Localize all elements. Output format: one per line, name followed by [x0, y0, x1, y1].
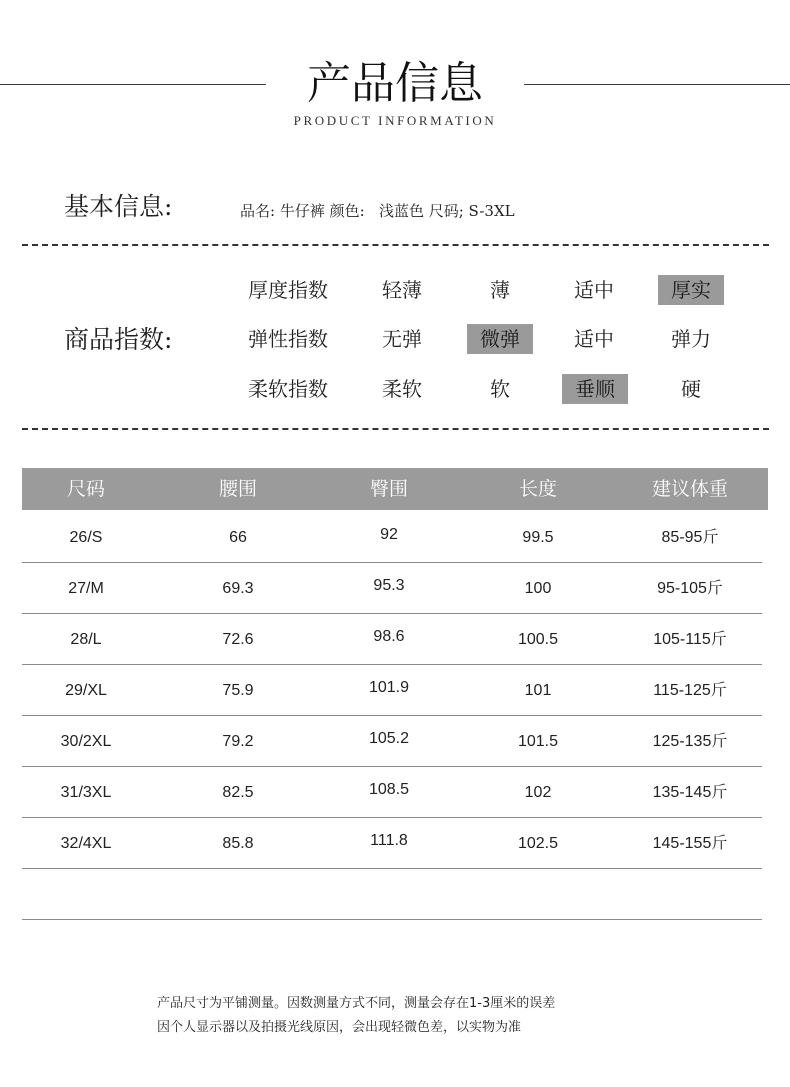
- cell-waist: 82.5: [222, 784, 254, 801]
- cell-hip: 92: [380, 526, 398, 543]
- index-option-selected: 微弹: [467, 324, 533, 354]
- cell-length: 101.5: [517, 733, 559, 750]
- table-row: [22, 666, 762, 716]
- cell-length: 102.5: [517, 835, 559, 852]
- cell-hip: 95.3: [373, 577, 405, 594]
- cell-waist: 66: [229, 529, 247, 546]
- note-color-difference: 因个人显示器以及拍摄光线原因，会出现轻微色差，以实物为准: [157, 1020, 522, 1035]
- column-header-size: 尺码: [66, 478, 105, 500]
- note-measurement: 产品尺寸为平铺测量。因数测量方式不同，测量会存在1-3厘米的误差: [157, 996, 556, 1011]
- divider-bottom: [22, 428, 769, 430]
- cell-hip: 101.9: [368, 679, 410, 696]
- cell-length: 100: [524, 580, 552, 597]
- cell-hip: 105.2: [368, 730, 410, 747]
- cell-weight: 85-95斤: [661, 529, 719, 546]
- cell-size: 30/2XL: [60, 733, 112, 750]
- cell-size: 31/3XL: [60, 784, 112, 801]
- cell-length: 100.5: [517, 631, 559, 648]
- table-row: [22, 768, 762, 818]
- index-option: 无弹: [382, 327, 422, 351]
- cell-size: 27/M: [68, 580, 104, 597]
- cell-size: 32/4XL: [60, 835, 112, 852]
- index-name: 柔软指数: [248, 377, 328, 401]
- basic-info-text: 品名: 牛仔裤 颜色: 浅蓝色 尺码; S-3XL: [240, 202, 515, 220]
- page-title: 产品信息: [307, 58, 483, 109]
- index-name: 厚度指数: [248, 278, 328, 302]
- index-option: 适中: [574, 327, 614, 351]
- column-header-length: 长度: [518, 478, 557, 500]
- cell-hip: 98.6: [373, 628, 405, 645]
- indices-label: 商品指数:: [64, 325, 173, 354]
- table-row: [22, 564, 762, 614]
- table-row: [22, 615, 762, 665]
- index-name: 弹性指数: [248, 327, 328, 351]
- cell-weight: 95-105斤: [657, 580, 723, 597]
- table-bottom-line: [22, 919, 762, 920]
- column-header-weight: 建议体重: [651, 478, 728, 500]
- index-option: 轻薄: [382, 278, 422, 302]
- cell-length: 99.5: [522, 529, 554, 546]
- cell-waist: 75.9: [222, 682, 254, 699]
- basic-info-label: 基本信息:: [64, 192, 173, 221]
- cell-waist: 85.8: [222, 835, 254, 852]
- index-option-selected: 垂顺: [562, 374, 628, 404]
- cell-length: 102: [524, 784, 552, 801]
- index-option: 软: [490, 377, 510, 401]
- cell-weight: 145-155斤: [652, 835, 728, 852]
- index-option: 硬: [681, 377, 701, 401]
- cell-size: 26/S: [69, 529, 103, 546]
- cell-weight: 105-115斤: [653, 631, 727, 648]
- index-option: 薄: [490, 278, 510, 302]
- index-option-selected: 厚实: [658, 275, 724, 305]
- cell-waist: 72.6: [222, 631, 254, 648]
- table-row: [22, 513, 762, 563]
- page-subtitle: PRODUCT INFORMATION: [293, 113, 497, 128]
- cell-weight: 135-145斤: [652, 784, 728, 801]
- index-row-elasticity: [0, 324, 790, 356]
- cell-size: 29/XL: [65, 682, 107, 699]
- cell-size: 28/L: [70, 631, 102, 648]
- index-option: 柔软: [382, 377, 422, 401]
- index-option: 弹力: [671, 327, 711, 351]
- column-header-hip: 臀围: [369, 478, 408, 500]
- index-row-thickness: [0, 275, 790, 307]
- cell-weight: 125-135斤: [652, 733, 728, 750]
- cell-waist: 79.2: [222, 733, 254, 750]
- divider-top: [22, 244, 769, 246]
- cell-weight: 115-125斤: [653, 682, 727, 699]
- table-row: [22, 717, 762, 767]
- cell-hip: 108.5: [368, 781, 410, 798]
- row-separator: [22, 868, 762, 869]
- size-table-header: [22, 468, 768, 510]
- index-row-softness: [0, 374, 790, 406]
- table-row: [22, 819, 762, 869]
- cell-hip: 111.8: [370, 832, 408, 849]
- column-header-waist: 腰围: [218, 478, 257, 500]
- cell-waist: 69.3: [222, 580, 254, 597]
- index-option: 适中: [574, 278, 614, 302]
- cell-length: 101: [524, 682, 552, 699]
